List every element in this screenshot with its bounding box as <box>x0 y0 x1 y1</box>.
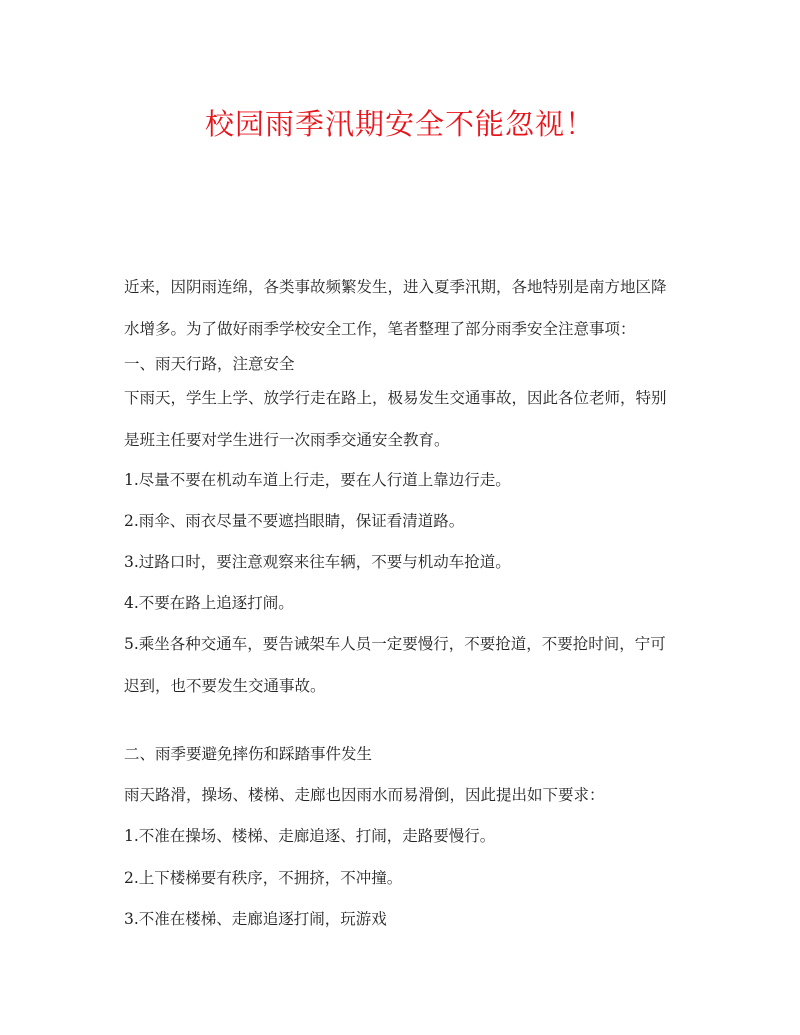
list-item: 4.不要在路上追逐打闹。 <box>124 594 294 612</box>
section-heading: 一、雨天行路，注意安全 <box>124 355 295 373</box>
paragraph-line: 下雨天，学生上学、放学行走在路上，极易发生交通事故，因此各位老师，特别 <box>124 389 667 407</box>
list-item: 2.雨伞、雨衣尽量不要遮挡眼睛，保证看清道路。 <box>124 512 465 530</box>
paragraph-line: 水增多。为了做好雨季学校安全工作，笔者整理了部分雨季安全注意事项： <box>124 320 636 338</box>
document-title: 校园雨季汛期安全不能忽视！ <box>204 107 595 141</box>
list-item: 1.尽量不要在机动车道上行走，要在人行道上靠边行走。 <box>124 471 511 489</box>
paragraph-line: 雨天路滑，操场、楼梯、走廊也因雨水而易滑倒，因此提出如下要求： <box>124 786 605 804</box>
list-item: 5.乘坐各种交通车，要告诫架车人员一定要慢行，不要抢道，不要抢时间，宁可 <box>124 635 666 653</box>
paragraph-line: 是班主任要对学生进行一次雨季交通安全教育。 <box>124 431 450 449</box>
section-heading: 二、雨季要避免摔伤和踩踏事件发生 <box>124 745 373 763</box>
list-item: 3.不准在楼梯、走廊追逐打闹，玩游戏 <box>124 910 387 928</box>
list-item: 2.上下楼梯要有秩序，不拥挤，不冲撞。 <box>124 869 403 887</box>
paragraph-line: 迟到，也不要发生交通事故。 <box>124 677 326 695</box>
list-item: 3.过路口时，要注意观察来往车辆，不要与机动车抢道。 <box>124 553 511 571</box>
list-item: 1.不准在操场、楼梯、走廊追逐、打闹，走路要慢行。 <box>124 827 496 845</box>
paragraph-line: 近来，因阴雨连绵，各类事故频繁发生，进入夏季汛期，各地特别是南方地区降 <box>124 278 667 296</box>
